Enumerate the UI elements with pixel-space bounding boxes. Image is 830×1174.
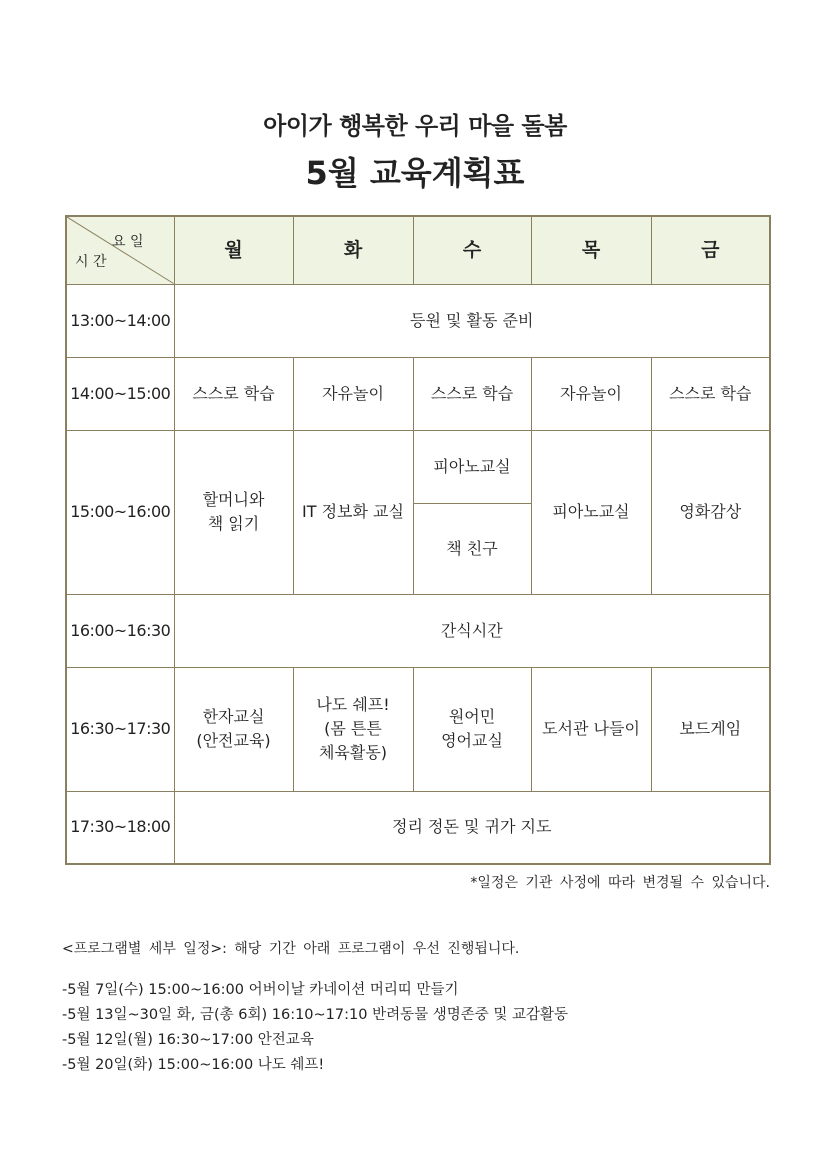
page-title: 5월 교육계획표 [305,154,525,192]
table-row [66,430,770,503]
schedule-note: *일정은 기관 사정에 따라 변경될 수 있습니다. [470,875,770,891]
time-cell: 13:00~14:00 [66,284,174,357]
corner-day-label: 요 일 [112,234,144,250]
day-header-fri: 금 [651,216,770,284]
time-cell: 16:00~16:30 [66,594,174,667]
activity-cell [174,667,293,791]
day-header-thu: 목 [531,216,651,284]
activity-line: (안전교육) [196,731,271,750]
corner-cell [66,216,174,284]
day-header-wed: 수 [413,216,531,284]
day-header-mon: 월 [174,216,293,284]
activity-cell: 스스로 학습 [174,357,293,430]
activity-cell: 등원 및 활동 준비 [174,284,770,357]
details-heading: <프로그램별 세부 일정>: 해당 기간 아래 프로그램이 우선 진행됩니다. [62,941,520,957]
list-item: -5월 7일(수) 15:00~16:00 어버이날 카네이션 머리띠 만들기 [62,982,459,998]
activity-line: 원어민 [448,707,496,726]
activity-cell: 정리 정돈 및 귀가 지도 [174,791,770,864]
activity-line: 나도 쉐프! [316,695,390,714]
list-item: -5월 12일(월) 16:30~17:00 안전교육 [62,1032,314,1048]
activity-cell: 보드게임 [651,667,770,791]
activity-cell: 책 친구 [413,503,531,594]
list-item: -5월 13일~30일 화, 금(총 6회) 16:10~17:10 반려동물 생명존중 및 교감활동 [62,1007,568,1023]
details-list [62,978,568,1078]
activity-line: 할머니와 [202,490,265,509]
header-row [66,216,770,284]
activity-cell: 자유놀이 [293,357,413,430]
activity-cell [174,430,293,594]
activity-cell: 간식시간 [174,594,770,667]
activity-cell [413,667,531,791]
time-cell: 17:30~18:00 [66,791,174,864]
page-subtitle: 아이가 행복한 우리 마을 돌봄 [263,112,567,140]
time-cell: 16:30~17:30 [66,667,174,791]
activity-cell: 영화감상 [651,430,770,594]
activity-line: 책 읽기 [207,514,260,533]
table-row [66,594,770,667]
activity-line: (몸 튼튼 [324,719,382,738]
activity-line: 영어교실 [441,731,503,750]
list-item: -5월 20일(화) 15:00~16:00 나도 쉐프! [62,1057,325,1073]
time-cell: 14:00~15:00 [66,357,174,430]
activity-cell: 스스로 학습 [651,357,770,430]
day-header-tue: 화 [293,216,413,284]
corner-time-label: 시 간 [75,253,107,270]
activity-cell: 피아노교실 [413,430,531,503]
table-row [66,357,770,430]
activity-cell: IT 정보화 교실 [293,430,413,594]
activity-line: 체육활동) [318,743,388,762]
activity-cell: 도서관 나들이 [531,667,651,791]
table-row [66,791,770,864]
activity-line: 한자교실 [202,707,265,726]
activity-cell [293,667,413,791]
activity-cell: 피아노교실 [531,430,651,594]
activity-cell: 스스로 학습 [413,357,531,430]
table-row [66,284,770,357]
schedule-table [65,215,771,865]
time-cell: 15:00~16:00 [66,430,174,594]
activity-cell: 자유놀이 [531,357,651,430]
table-row [66,667,770,791]
